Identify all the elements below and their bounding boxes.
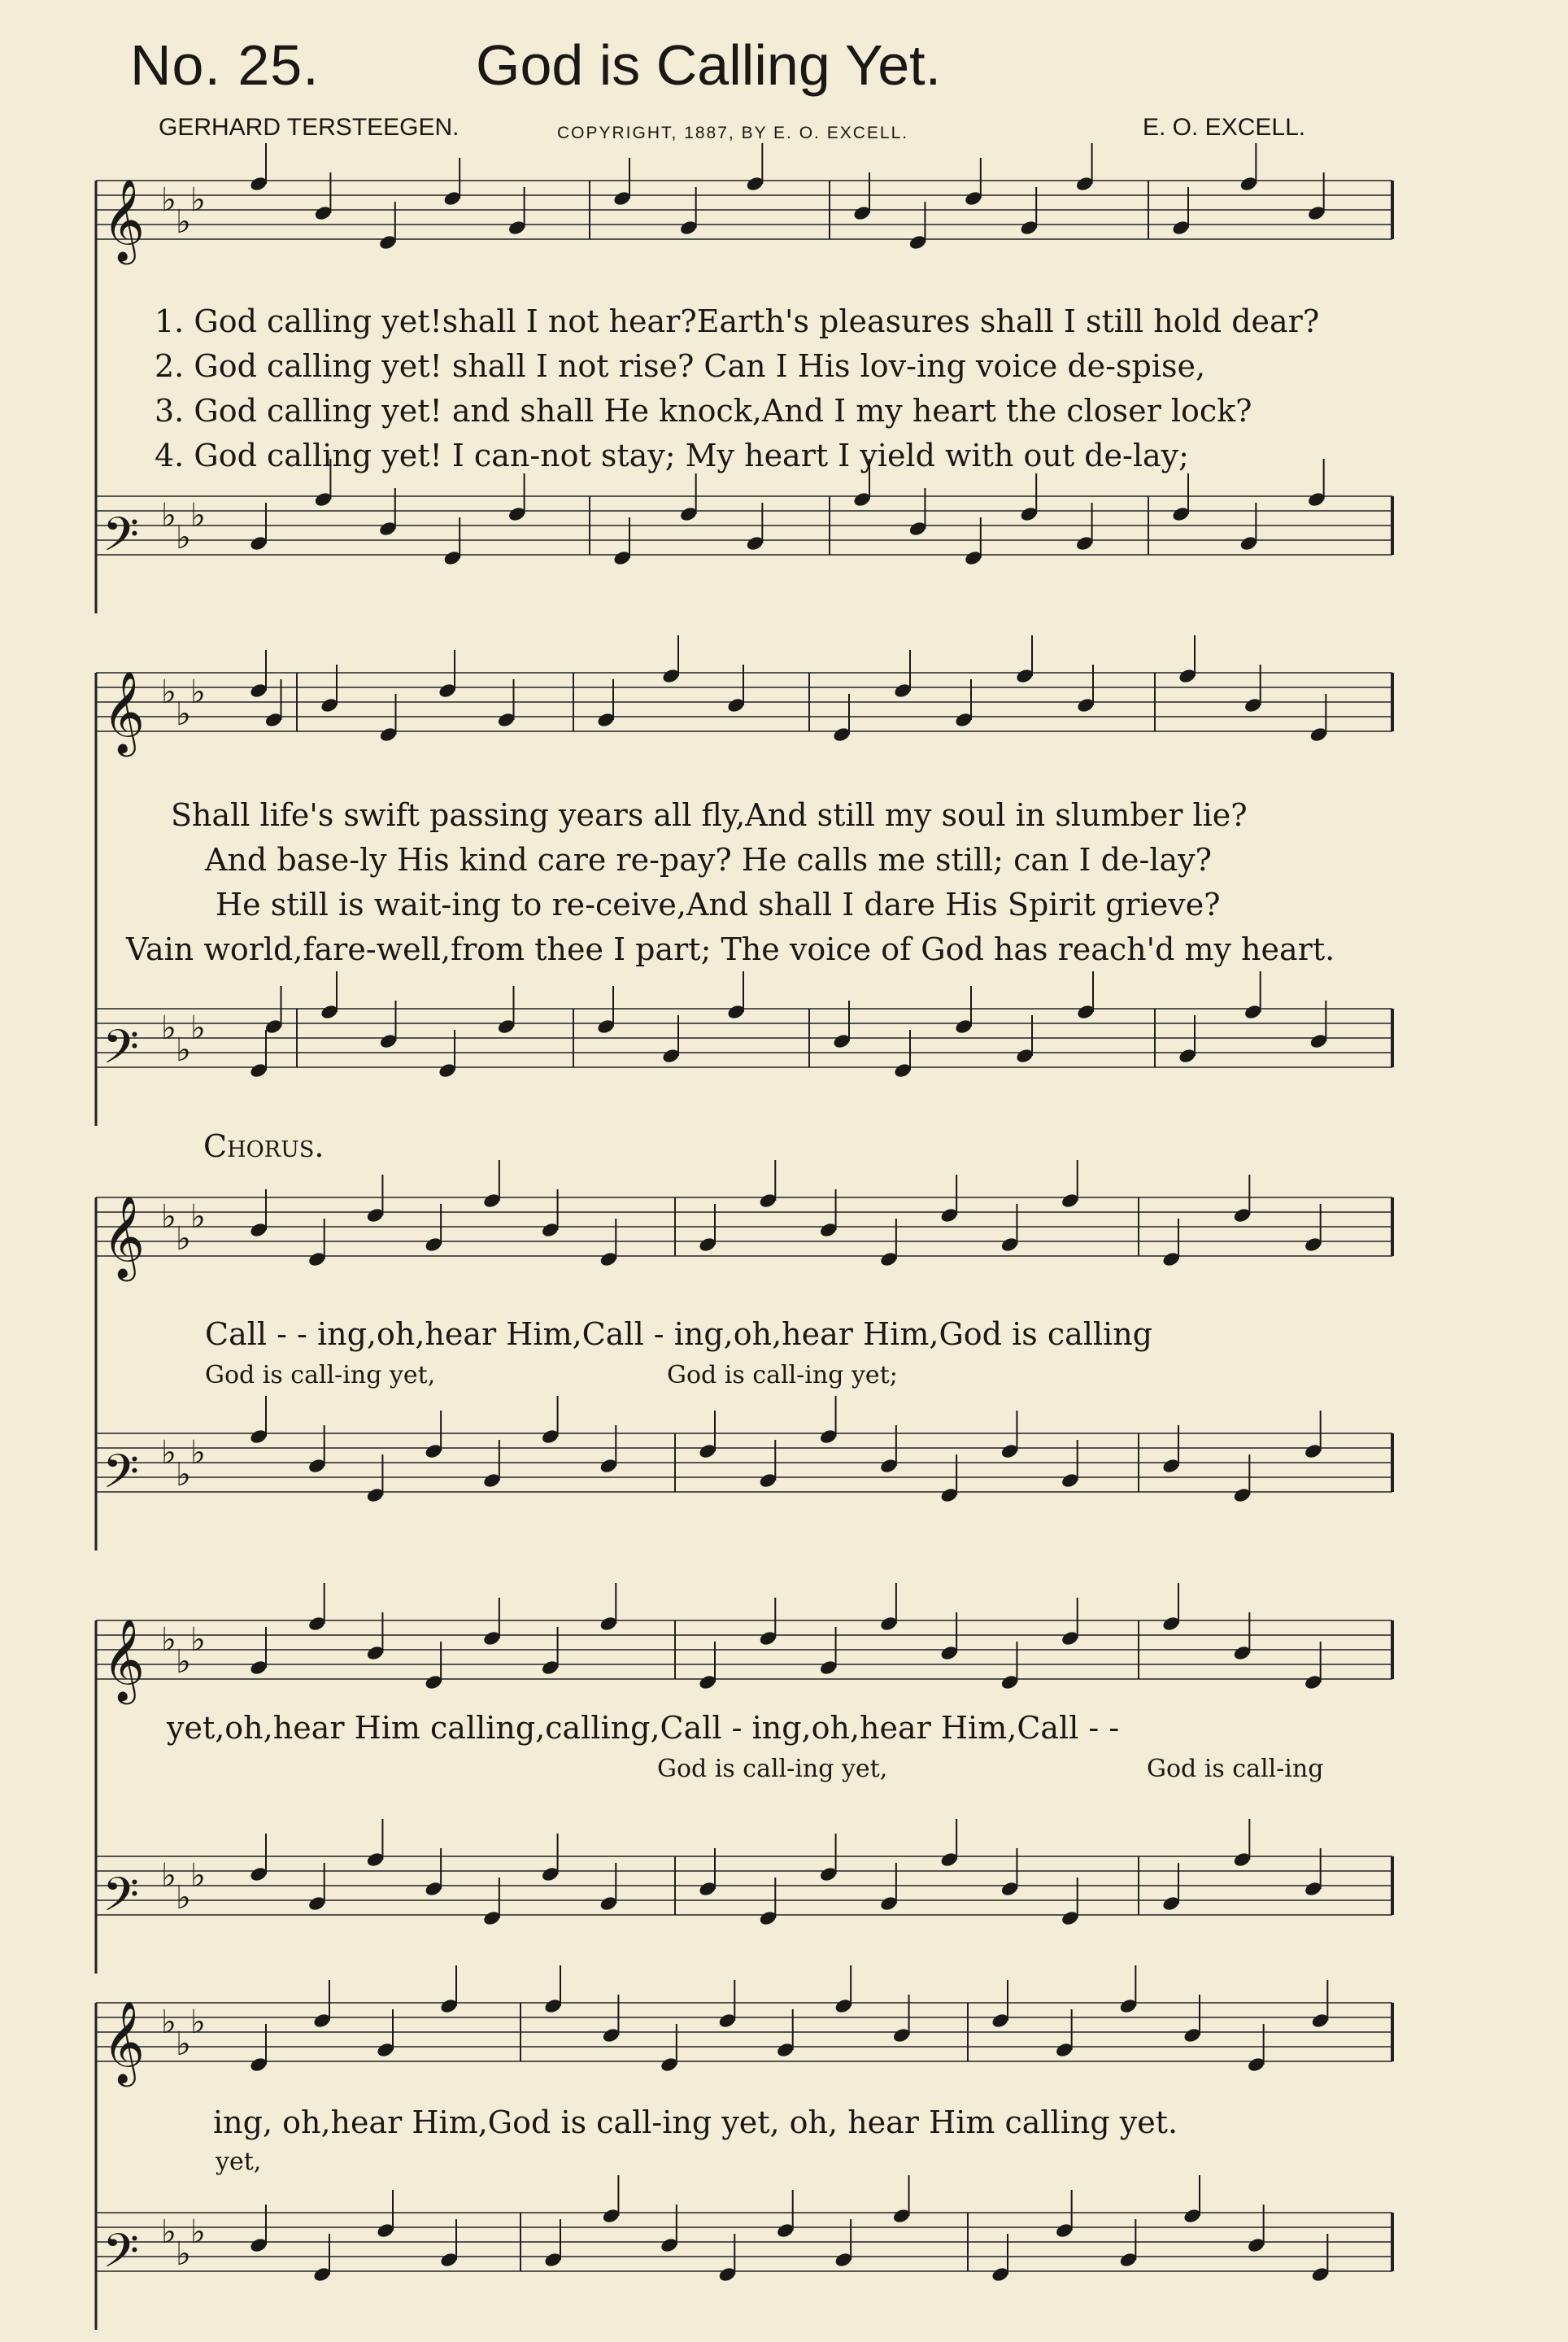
verse-2-line-a: 2. God calling yet! shall I not rise? Can I His lov-ing voice de-spise, — [155, 348, 1206, 384]
clef-icon: 𝄢 — [102, 1867, 140, 1934]
flat-icon: ♭ — [161, 674, 176, 711]
verse-4-line-a: 4. God calling yet! I can-not stay; My heart I yield with out de-lay; — [155, 438, 1189, 473]
verse-1-line-a: 1. God calling yet!shall I not hear?Earth's pleasures shall I still hold dear? — [155, 303, 1320, 339]
flat-icon: ♭ — [190, 2213, 206, 2251]
flat-icon: ♭ — [161, 1857, 176, 1895]
clef-icon: 𝄞 — [102, 669, 146, 753]
flat-icon: ♭ — [190, 2004, 206, 2041]
flat-icon: ♭ — [176, 696, 191, 733]
flat-icon: ♭ — [190, 181, 206, 219]
verse-4-line-b: Vain world,fare-well,from thee I part; The voice of God has reach'd my heart. — [126, 931, 1335, 967]
chorus-bass-2a: God is call-ing yet, — [657, 1755, 888, 1783]
flat-icon: ♭ — [176, 1031, 191, 1069]
flat-icon: ♭ — [176, 1879, 191, 1917]
clef-icon: 𝄢 — [102, 2223, 140, 2290]
flat-icon: ♭ — [190, 1621, 206, 1659]
flat-icon: ♭ — [176, 203, 191, 241]
flat-icon: ♭ — [176, 1643, 191, 1681]
author-credit: GERHARD TERSTEEGEN. — [159, 114, 460, 141]
hymn-title: God is Calling Yet. — [476, 33, 942, 97]
clef-icon: 𝄞 — [102, 2000, 146, 2083]
flat-icon: ♭ — [161, 497, 176, 534]
flat-icon: ♭ — [176, 1220, 191, 1258]
flat-icon: ♭ — [176, 2026, 191, 2063]
flat-icon: ♭ — [176, 519, 191, 556]
clef-icon: 𝄢 — [102, 1444, 140, 1511]
composer-credit: E. O. EXCELL. — [1143, 114, 1306, 141]
flat-icon: ♭ — [161, 181, 176, 219]
flat-icon: ♭ — [161, 1434, 176, 1472]
clef-icon: 𝄢 — [102, 1019, 140, 1086]
flat-icon: ♭ — [176, 1456, 191, 1494]
verse-1-line-b: Shall life's swift passing years all fly,And still my soul in slumber lie? — [171, 797, 1248, 833]
clef-icon: 𝄢 — [102, 507, 140, 574]
flat-icon: ♭ — [161, 2004, 176, 2041]
flat-icon: ♭ — [161, 2213, 176, 2251]
verse-2-line-b: And base-ly His kind care re-pay? He calls me still; can I de-lay? — [205, 842, 1212, 878]
chorus-bass-2b: God is call-ing — [1147, 1755, 1324, 1783]
chorus-line-2: yet,oh,hear Him calling,calling,Call - ing,oh,hear Him,Call - - — [167, 1710, 1120, 1746]
flat-icon: ♭ — [190, 1857, 206, 1895]
copyright-notice: COPYRIGHT, 1887, BY E. O. EXCELL. — [557, 124, 909, 142]
flat-icon: ♭ — [190, 674, 206, 711]
hymn-number: No. 25. — [130, 33, 320, 97]
chorus-bass-1b: God is call-ing yet; — [667, 1361, 898, 1389]
flat-icon: ♭ — [161, 1621, 176, 1659]
flat-icon: ♭ — [190, 1434, 206, 1472]
flat-icon: ♭ — [190, 1198, 206, 1236]
verse-3-line-b: He still is wait-ing to re-ceive,And shall I dare His Spirit grieve? — [216, 887, 1221, 922]
chorus-bass-3: yet, — [216, 2148, 262, 2176]
flat-icon: ♭ — [176, 2235, 191, 2273]
chorus-bass-1a: God is call-ing yet, — [205, 1361, 436, 1389]
clef-icon: 𝄞 — [102, 1617, 146, 1701]
chorus-line-3: ing, oh,hear Him,God is call-ing yet, oh, hear Him calling yet. — [213, 2104, 1178, 2140]
verse-3-line-a: 3. God calling yet! and shall He knock,And I my heart the closer lock? — [155, 393, 1252, 429]
clef-icon: 𝄞 — [102, 1194, 146, 1278]
chorus-label: Chorus. — [203, 1128, 324, 1164]
flat-icon: ♭ — [161, 1198, 176, 1236]
flat-icon: ♭ — [190, 497, 206, 534]
chorus-line-1: Call - - ing,oh,hear Him,Call - ing,oh,hear Him,God is calling — [205, 1316, 1153, 1352]
clef-icon: 𝄞 — [102, 177, 146, 261]
flat-icon: ♭ — [190, 1010, 206, 1047]
flat-icon: ♭ — [161, 1010, 176, 1047]
